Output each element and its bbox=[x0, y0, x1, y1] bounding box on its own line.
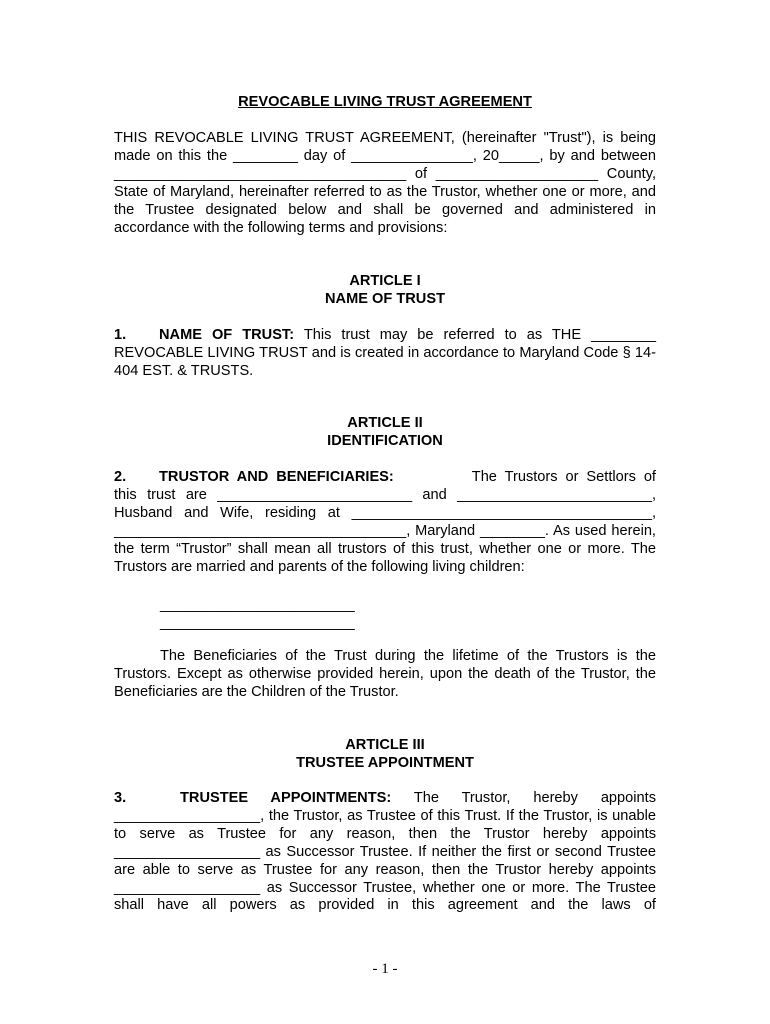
article-2-number: 2. bbox=[114, 469, 127, 485]
article-2-heading: ARTICLE II bbox=[347, 415, 423, 431]
article-2-heading-block bbox=[114, 415, 656, 451]
article-3-paragraph bbox=[114, 790, 656, 915]
article-3-text: The Trustor, hereby appoints __________________, the Trustor, as Trustee of this Trust. If the Trustor, is unable to serve as Trustee for any reason, then the Trustor hereby appoints __________________ as Successor Trustee. If neither the first or second Trustee are able to serve as Trustee for any reason, then the Trustor hereby appoints __________________ as Successor Trustee, whether one or more. The Trustee shall have all powers as provided in this agreement and the laws of bbox=[114, 790, 656, 914]
article-2-section bbox=[114, 469, 656, 576]
article-3-subheading: TRUSTEE APPOINTMENT bbox=[296, 754, 474, 771]
article-1-heading-block bbox=[114, 273, 656, 309]
intro-section bbox=[114, 130, 656, 237]
article-1-number: 1. bbox=[114, 327, 127, 343]
beneficiaries-paragraph: The Beneficiaries of the Trust during the lifetime of the Trustors is the Trustors. Except as otherwise provided herein, upon the death of the Trustor, the Beneficiaries are the Children of the Trustor. bbox=[114, 648, 656, 700]
article-1-label: NAME OF TRUST: bbox=[159, 327, 295, 343]
article-1-section bbox=[114, 327, 656, 381]
article-2-text: The Trustors or Settlors of this trust are ________________________ and ________________________, Husband and Wife, residing at _____________________________________, ____________________________________, Maryland ________. As used herein, the term “Trustor” shall mean all trustors of this trust, whether one or more. The Trustors are married and parents of the following living children: bbox=[114, 469, 656, 575]
beneficiaries-section bbox=[114, 648, 656, 702]
child-blank-line: ________________________ bbox=[160, 597, 355, 613]
child-blank-line: ________________________ bbox=[160, 614, 355, 631]
article-1-subheading: NAME OF TRUST bbox=[325, 290, 445, 307]
page-number: - 1 - bbox=[372, 961, 398, 977]
intro-paragraph: THIS REVOCABLE LIVING TRUST AGREEMENT, (hereinafter "Trust"), is being made on this the ________ day of _______________, 20_____, by and between ____________________________________ of ____________________ County, State of Maryland, hereinafter referred to as the Trustor, whether one or more, and the Trustee designated below and shall be governed and administered in accordance with the following terms and provisions: bbox=[114, 130, 656, 236]
article-1-paragraph bbox=[114, 327, 656, 381]
article-3-heading-block bbox=[114, 737, 656, 773]
article-2-subheading: IDENTIFICATION bbox=[327, 432, 443, 449]
article-3-label: TRUSTEE APPOINTMENTS: bbox=[180, 790, 392, 806]
children-list bbox=[114, 597, 656, 633]
article-1-text: This trust may be referred to as THE ________ REVOCABLE LIVING TRUST and is created in accordance to Maryland Code § 14-404 EST. & TRUSTS. bbox=[114, 327, 657, 379]
article-2-label: TRUSTOR AND BENEFICIARIES: bbox=[159, 469, 394, 485]
article-3-number: 3. bbox=[114, 790, 127, 806]
article-2-paragraph bbox=[114, 469, 656, 576]
article-3-heading: ARTICLE III bbox=[345, 737, 425, 753]
article-3-section bbox=[114, 790, 656, 915]
article-1-heading: ARTICLE I bbox=[349, 273, 421, 289]
document-title: REVOCABLE LIVING TRUST AGREEMENT bbox=[238, 94, 532, 110]
